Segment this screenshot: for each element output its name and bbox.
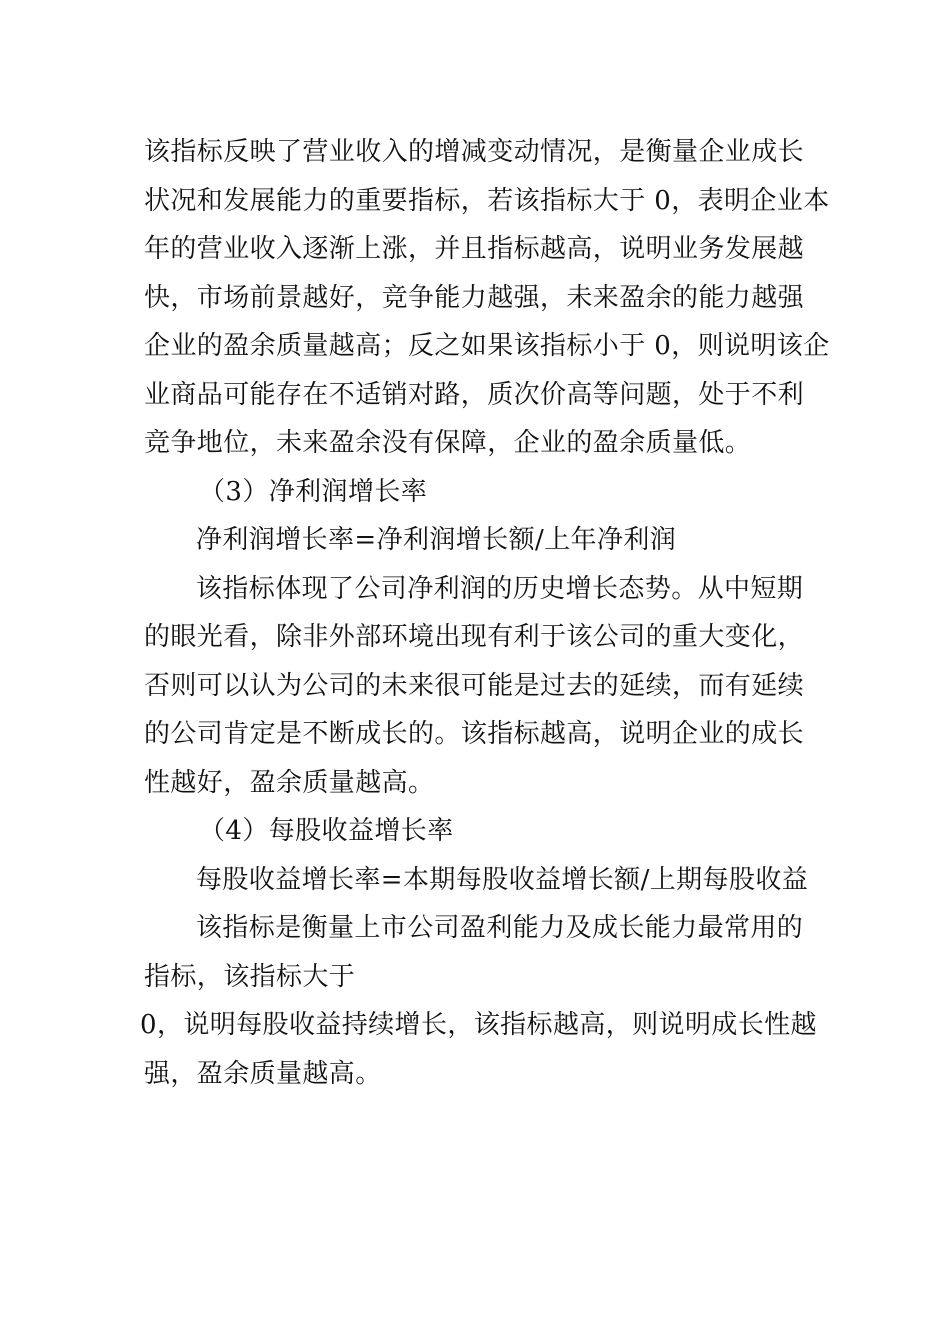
paragraph-line: 的公司肯定是不断成长的。该指标越高，说明企业的成长 [144,719,805,749]
paragraph-line: 强，盈余质量越高。 [144,1058,382,1089]
document-page [140,128,830,1098]
section-heading-4: （4）每股收益增长率 [199,816,454,846]
formula-3: 净利润增长率=净利润增长额/上年净利润 [196,525,677,555]
paragraph-line: 否则可以认为公司的未来很可能是过去的延续，而有延续 [144,670,805,701]
formula-4: 每股收益增长率=本期每股收益增长额/上期每股收益 [196,864,809,895]
paragraph-line: 竞争地位，未来盈余没有保障，企业的盈余质量低。 [144,428,752,458]
paragraph-line: 快，市场前景越好，竞争能力越强，未来盈余的能力越强 [144,282,805,313]
paragraph-line: 年的营业收入逐渐上涨，并且指标越高，说明业务发展越 [144,234,805,264]
section-heading-3: （3）净利润增长率 [199,476,428,507]
paragraph-line: 该指标体现了公司净利润的历史增长态势。从中短期 [196,573,804,604]
paragraph-line: 指标，该指标大于 [144,961,356,992]
paragraph-line: 该指标反映了营业收入的增减变动情况，是衡量企业成长 [144,137,805,167]
paragraph-line: 业商品可能存在不适销对路，质次价高等问题，处于不利 [144,379,805,410]
paragraph-line: 的眼光看，除非外部环境出现有利于该公司的重大变化， [144,622,805,652]
paragraph-line: 0，说明每股收益持续增长，该指标越高，则说明成长性越 [140,1010,817,1040]
paragraph-line: 状况和发展能力的重要指标，若该指标大于 0，表明企业本 [144,185,830,216]
paragraph-line: 性越好，盈余质量越高。 [144,767,435,798]
paragraph-line: 企业的盈余质量越高；反之如果该指标小于 0，则说明该企 [144,331,830,361]
paragraph-line: 该指标是衡量上市公司盈利能力及成长能力最常用的 [196,913,804,943]
